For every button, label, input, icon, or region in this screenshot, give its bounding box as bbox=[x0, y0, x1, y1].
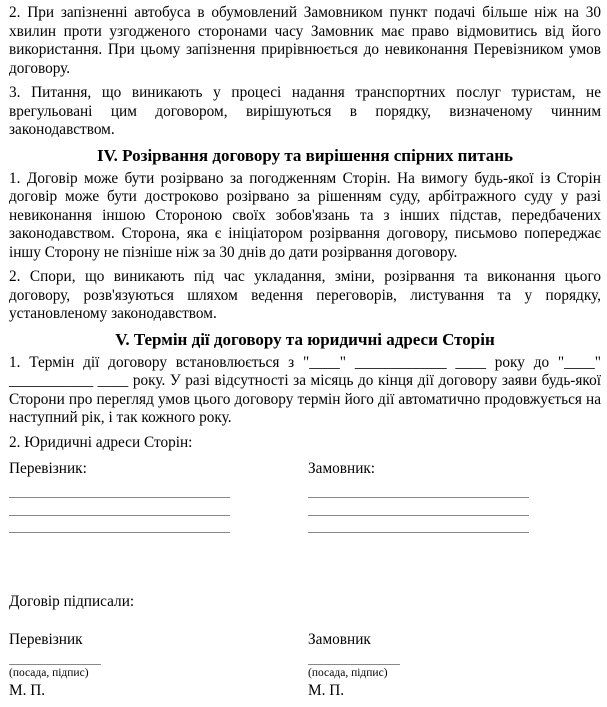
clause-4-2 bbox=[9, 268, 601, 324]
clause-4-1 bbox=[9, 170, 601, 263]
clause-3-3 bbox=[9, 84, 601, 140]
carrier-signature-label: Перевізник bbox=[9, 631, 83, 648]
section-4-heading: IV. Розірвання договору та вирішення спірних питань bbox=[96, 145, 514, 165]
customer-address-line-2[interactable] bbox=[308, 515, 529, 516]
address-lines bbox=[9, 487, 601, 543]
legal-addresses-label: 2. Юридичні адреси Сторін: bbox=[9, 433, 193, 451]
address-labels-row bbox=[9, 460, 601, 479]
clause-5-1 bbox=[9, 354, 601, 428]
carrier-address-line-2[interactable] bbox=[9, 515, 230, 516]
carrier-position-hint: (посада, підпис) bbox=[9, 667, 89, 679]
spacer bbox=[9, 543, 601, 593]
customer-seal-label: М. П. bbox=[308, 682, 345, 699]
signed-label: Договір підписали: bbox=[9, 592, 135, 610]
carrier-address-line-3[interactable] bbox=[9, 532, 230, 533]
carrier-address-label: Перевізник: bbox=[9, 460, 87, 477]
customer-address-line-1[interactable] bbox=[308, 497, 529, 498]
clause-3-2-text: 2. При запізненні автобуса в обумовлений Замовником пункт подачі більше ніж на 30 хвилин проти узгодженого сторонами часу Замовник має право відмовитись від його використання. При цьому запізнення прирівнюється до невиконання Перевізником умов договору. bbox=[9, 4, 601, 77]
carrier-address-line-1[interactable] bbox=[9, 497, 230, 498]
customer-address-label: Замовник: bbox=[308, 460, 376, 477]
section-5-heading: V. Термін дії договору та юридичні адреси Сторін bbox=[115, 329, 495, 349]
customer-signature-label: Замовник bbox=[308, 631, 371, 648]
carrier-signature-line[interactable] bbox=[9, 664, 101, 665]
signature-block bbox=[9, 631, 601, 701]
customer-address-line-3[interactable] bbox=[308, 532, 529, 533]
clause-5-1-rest: ___________ ____ року. У разі відсутності за місяць до кінця дії договору заяви будь-якої Сторони про перегляд умов цього договору термін його дії автоматично продовжується на наступний рік, і так кожного року. bbox=[9, 372, 601, 426]
clause-4-2-text: 2. Спори, що виникають під час укладання, зміни, розірвання та виконання цього договору, розв'язуються шляхом ведення переговорів, листування та у порядку, установленому законодавством. bbox=[9, 268, 601, 322]
customer-signature-line[interactable] bbox=[308, 664, 400, 665]
clause-5-1-line1: 1. Термін дії договору встановлюється з "____" ____________ ____ року до "____" bbox=[9, 353, 601, 371]
clause-3-2 bbox=[9, 4, 601, 78]
customer-position-hint: (посада, підпис) bbox=[308, 667, 388, 679]
clause-3-3-text: 3. Питання, що виникають у процесі надання транспортних послуг туристам, не врегульовані цим договором, вирішуються в порядку, визначеному чинним законодавством. bbox=[9, 84, 601, 138]
clause-4-1-text: 1. Договір може бути розірвано за погодженням Сторін. На вимогу будь-якої із Сторін договір може бути достроково розірвано за рішенням суду, арбітражного суду у разі невиконання іншою Стороною своїх зобов'язань та з інших підстав, передбачених законодавством. Сторона, яка є ініціатором розірвання договору, письмово попереджає іншу Сторону не пізніше ніж за 30 днів до дати розірвання договору. bbox=[9, 169, 601, 261]
carrier-seal-label: М. П. bbox=[9, 682, 46, 699]
document-page bbox=[9, 4, 601, 701]
